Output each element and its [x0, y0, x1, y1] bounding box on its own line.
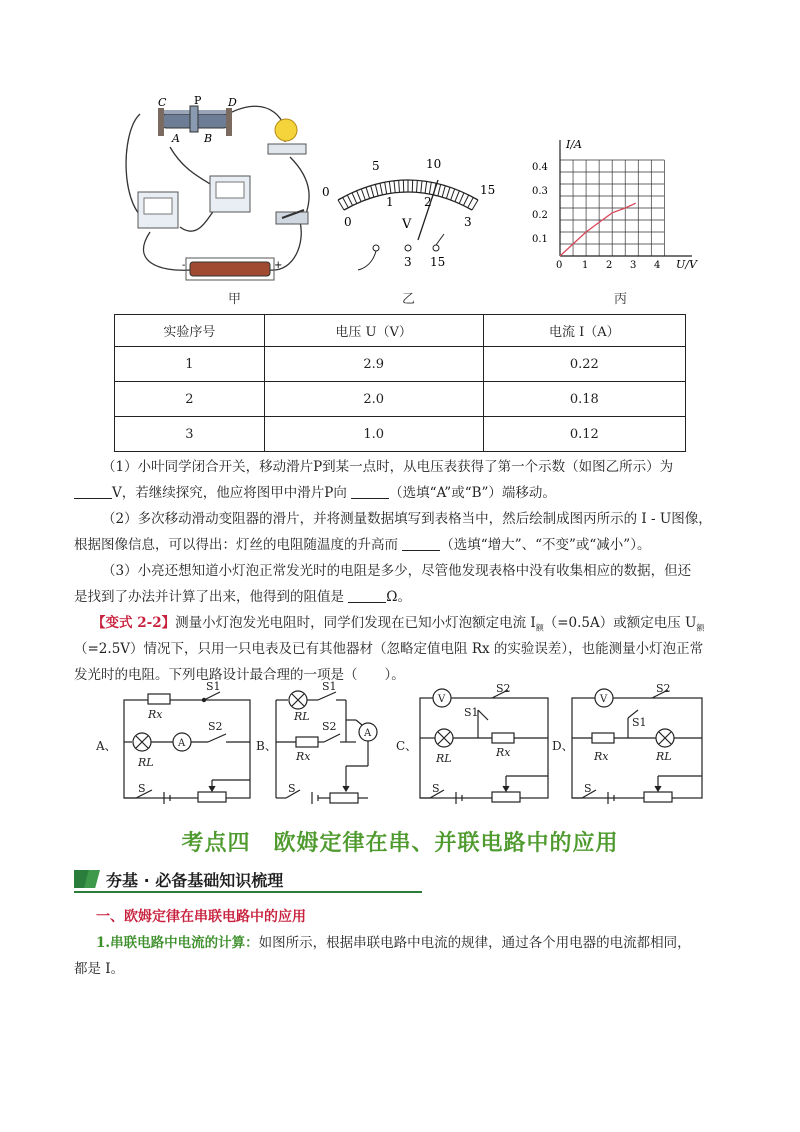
item-1: 1.串联电路中电流的计算：如图所示，根据串联电路中电流的规律，通过各个用电器的电流都相同， — [96, 935, 691, 951]
th-voltage: 电压 U（V） — [264, 315, 483, 347]
svg-text:RL: RL — [436, 752, 452, 765]
outer-5: 5 — [372, 159, 380, 173]
ytick-02: 0.2 — [532, 210, 548, 221]
xtick-2: 2 — [606, 260, 613, 271]
th-index: 实验序号 — [115, 315, 265, 347]
caption-jia: 甲 — [228, 292, 242, 307]
variant-line-2: （=2.5V）情况下，只用一只电表及已有其他器材（忽略定值电阻 Rx 的实验误差），也能测量小灯泡正常 — [74, 641, 704, 657]
xtick-0: 0 — [556, 260, 563, 271]
svg-text:-: - — [182, 260, 186, 271]
dial-tick — [371, 186, 374, 197]
xlabel: U/V — [676, 258, 697, 271]
inner-2: 2 — [424, 195, 432, 209]
terminal-15: 15 — [430, 255, 446, 269]
svg-text:A: A — [364, 728, 372, 739]
section-title: 考点四 欧姆定律在串、并联电路中的应用 — [181, 831, 619, 856]
ytick-03: 0.3 — [532, 186, 548, 197]
inner-3: 3 — [464, 215, 472, 229]
dial-tick — [385, 182, 387, 194]
dial-tick — [463, 195, 468, 205]
blank-1[interactable] — [74, 484, 112, 499]
outer-10: 10 — [426, 157, 442, 171]
svg-text:C、: C、 — [396, 739, 418, 753]
blank-4[interactable] — [348, 588, 386, 603]
svg-text:Rx: Rx — [496, 746, 511, 759]
th-current: 电流 I（A） — [483, 315, 685, 347]
dial-tick — [417, 180, 418, 192]
question-1-cont: V，若继续探究，他应将图甲中滑片P向 （选填“A”或“B”）端移动。 — [74, 480, 734, 506]
circuit-diagrams — [96, 680, 716, 810]
svg-text:S: S — [138, 782, 146, 795]
dial-tick — [380, 183, 382, 195]
dial-tick — [366, 187, 370, 198]
dial-tick — [421, 181, 422, 193]
ylabel: I/A — [566, 138, 582, 151]
dial-tick — [389, 181, 391, 193]
dial-tick — [429, 182, 431, 194]
question-2-cont: 根据图像信息，可以得出：灯丝的电阻随温度的升高而 （选填“增大”、“不变”或“减小”）。 — [74, 537, 651, 553]
svg-text:V: V — [600, 694, 608, 705]
label-b: B — [204, 132, 213, 145]
caption-yi: 乙 — [402, 292, 416, 307]
table-row: 3 1.0 0.12 — [115, 417, 686, 452]
svg-text:RL: RL — [138, 756, 154, 769]
svg-text:S2: S2 — [656, 682, 671, 695]
label-p: P — [194, 94, 202, 107]
dial-tick — [442, 186, 445, 197]
table-row: 2 2.0 0.18 — [115, 382, 686, 417]
question-3: （3）小亮还想知道小灯泡正常发光时的电阻是多少，尽管他发现表格中没有收集相应的数据，但还 — [102, 563, 692, 579]
figure-bing-chart — [530, 136, 710, 276]
svg-text:B、: B、 — [256, 739, 277, 753]
ytick-01: 0.1 — [532, 234, 548, 245]
dial-tick — [438, 184, 441, 196]
svg-text:A: A — [178, 738, 186, 749]
blank-3[interactable] — [402, 536, 440, 551]
inner-1: 1 — [386, 195, 394, 209]
svg-text:A、: A、 — [96, 739, 117, 753]
question-1: （1）小叶同学闭合开关，移动滑片P到某一点时，从电压表获得了第一个示数（如图乙所示）为 — [102, 459, 674, 475]
dial-tick — [459, 193, 464, 204]
svg-text:+: + — [274, 260, 283, 271]
dial-tick — [347, 195, 352, 205]
label-a: A — [172, 132, 180, 145]
outer-0: 0 — [322, 185, 330, 199]
variant-tag: 【变式 2-2】 — [92, 615, 176, 631]
xtick-3: 3 — [630, 260, 637, 271]
svg-text:S1: S1 — [206, 680, 221, 693]
dial-tick — [394, 181, 395, 193]
ytick-04: 0.4 — [532, 162, 548, 173]
dial-tick — [472, 200, 478, 210]
section-banner — [74, 868, 422, 892]
circuit-b[interactable] — [256, 680, 377, 804]
svg-text:Rx: Rx — [594, 750, 609, 763]
svg-text:S1: S1 — [464, 706, 479, 719]
blank-2[interactable] — [351, 484, 389, 499]
dial-tick — [338, 200, 344, 210]
xtick-4: 4 — [654, 260, 661, 271]
dial-tick — [446, 187, 450, 198]
svg-text:Rx: Rx — [296, 750, 311, 763]
banner-text: 夯基 · 必备基础知识梳理 — [106, 871, 284, 890]
dial-tick — [352, 193, 357, 204]
svg-text:S2: S2 — [322, 720, 337, 733]
item-1-cont: 都是 I。 — [74, 961, 125, 977]
svg-text:S: S — [288, 782, 296, 795]
subsection-title: 一、欧姆定律在串联电路中的应用 — [96, 909, 306, 925]
dial-tick — [451, 189, 455, 200]
svg-text:S: S — [584, 782, 592, 795]
dial-tick — [343, 197, 349, 207]
data-table — [114, 314, 686, 452]
outer-15: 15 — [480, 183, 496, 197]
item-1-label: 1.串联电路中电流的计算： — [96, 935, 259, 951]
svg-text:S2: S2 — [208, 720, 223, 733]
dial-tick — [425, 181, 427, 193]
svg-text:V: V — [438, 694, 446, 705]
inner-0: 0 — [344, 215, 352, 229]
svg-text:S2: S2 — [496, 682, 511, 695]
svg-text:Rx: Rx — [148, 708, 163, 721]
dial-tick — [399, 180, 400, 192]
dial-tick — [455, 191, 459, 202]
svg-text:S: S — [432, 782, 440, 795]
svg-text:S1: S1 — [632, 716, 647, 729]
xtick-1: 1 — [582, 260, 589, 271]
figure-jia-apparatus — [120, 92, 320, 282]
circuit-a[interactable] — [96, 680, 250, 804]
dial-tick — [361, 189, 365, 200]
svg-text:S1: S1 — [322, 680, 337, 693]
svg-text:RL: RL — [656, 750, 672, 763]
dial-tick — [375, 184, 378, 196]
dial-tick — [468, 197, 474, 207]
terminal-3: 3 — [404, 255, 412, 269]
caption-bing: 丙 — [614, 292, 628, 307]
iu-curve — [560, 203, 636, 256]
question-3-cont: 是找到了办法并计算了出来，他得到的阻值是 Ω。 — [74, 589, 411, 605]
variant-line-3: 发光时的电阻。下列电路设计最合理的一项是（ ）。 — [74, 667, 405, 683]
label-d: D — [228, 96, 237, 109]
label-c: C — [158, 96, 167, 109]
question-2: （2）多次移动滑动变阻器的滑片，并将测量数据填写到表格当中，然后绘制成图丙所示的 I - U图像， — [102, 511, 712, 527]
figure-yi-voltmeter — [318, 150, 508, 280]
circuit-d[interactable] — [552, 682, 702, 804]
unit-v: V — [402, 217, 412, 232]
circuit-c[interactable] — [396, 682, 548, 804]
table-row: 1 2.9 0.22 — [115, 347, 686, 382]
svg-text:RL: RL — [294, 710, 310, 723]
dial-tick — [357, 191, 361, 202]
variant-line-1: 【变式 2-2】测量小灯泡发光电阻时，同学们发现在已知小灯泡额定电流 $I_额(=0.5A)$或额定电压 $U_额$ — [92, 615, 705, 633]
svg-text:D、: D、 — [552, 739, 574, 753]
